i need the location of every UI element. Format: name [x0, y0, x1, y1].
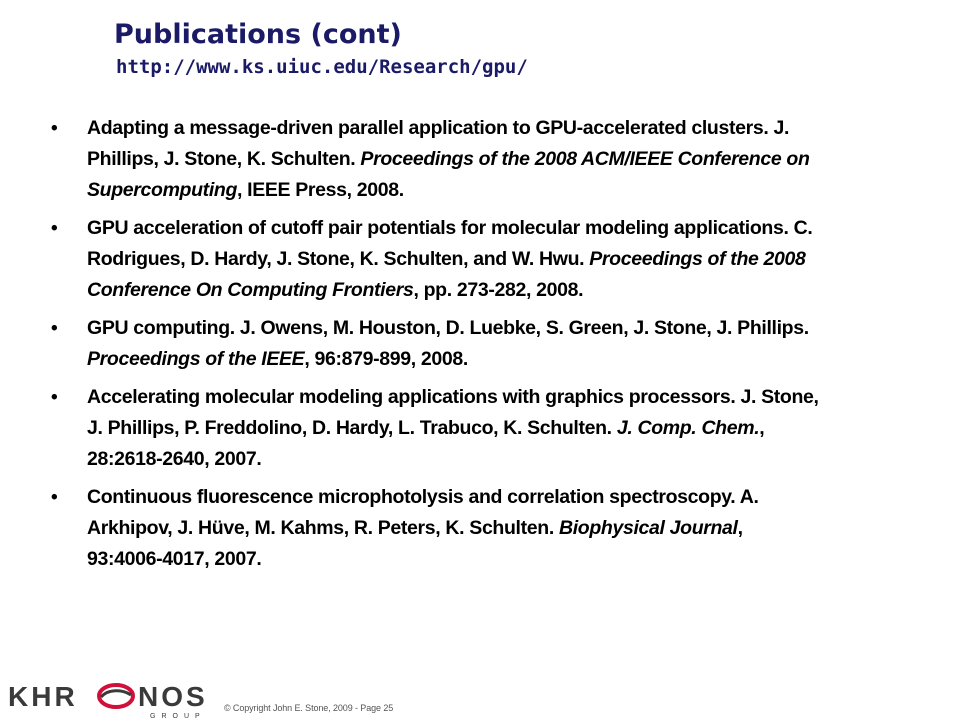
- publication-text: GPU computing. J. Owens, M. Houston, D. Luebke, S. Green, J. Stone, J. Phillips.: [87, 317, 809, 339]
- footer-copyright: © Copyright John E. Stone, 2009 - Page 25: [224, 703, 394, 713]
- bullet-icon: •: [51, 487, 58, 508]
- publication-text: Adapting a message-driven parallel application to GPU-accelerated clusters. J. Phillips, J. Stone, K. Schulten.: [87, 117, 790, 170]
- publication-venue: J. Comp. Chem.: [616, 417, 760, 439]
- publication-item: [50, 382, 820, 475]
- publication-details: , 93:4006-4017, 2007.: [87, 517, 743, 570]
- publication-list: [50, 113, 820, 582]
- publication-details: , IEEE Press, 2008.: [237, 179, 404, 201]
- publication-item: [50, 482, 820, 575]
- bullet-icon: •: [51, 218, 58, 239]
- bullet-icon: •: [51, 318, 58, 339]
- bullet-icon: •: [51, 118, 58, 139]
- publication-item: [50, 213, 820, 306]
- logo-swoosh-icon: [101, 691, 131, 697]
- khronos-logo: [8, 680, 220, 720]
- publication-text: GPU acceleration of cutoff pair potentials for molecular modeling applications. C. Rodrigues, D. Hardy, J. Stone, K. Schulten, and W. Hwu.: [87, 217, 813, 270]
- publication-details: , 28:2618-2640, 2007.: [87, 417, 765, 470]
- publication-venue: Biophysical Journal: [558, 517, 738, 539]
- slide-title: Publications (cont): [114, 19, 402, 50]
- publication-details: , 96:879-899, 2008.: [304, 348, 468, 370]
- publication-item: [50, 313, 820, 375]
- publication-venue: Proceedings of the 2008 Conference On Computing Frontiers: [87, 248, 806, 301]
- logo-subtext: GROUP: [150, 713, 206, 720]
- publication-text: Continuous fluorescence microphotolysis and correlation spectroscopy. A. Arkhipov, J. Hüve, M. Kahms, R. Peters, K. Schulten.: [87, 486, 759, 539]
- slide-subtitle-url: http://www.ks.uiuc.edu/Research/gpu/: [116, 56, 528, 78]
- publication-venue: Proceedings of the IEEE: [87, 348, 305, 370]
- logo-text-kh: KHR: [8, 681, 78, 712]
- publication-item: [50, 113, 820, 206]
- logo-text-nos: NOS: [138, 681, 208, 712]
- publication-text: Accelerating molecular modeling applications with graphics processors. J. Stone, J. Phillips, P. Freddolino, D. Hardy, L. Trabuco, K. Schulten.: [87, 386, 819, 439]
- publication-venue: Proceedings of the 2008 ACM/IEEE Conference on Supercomputing: [87, 148, 810, 201]
- bullet-icon: •: [51, 387, 58, 408]
- publication-details: , pp. 273-282, 2008.: [413, 279, 584, 301]
